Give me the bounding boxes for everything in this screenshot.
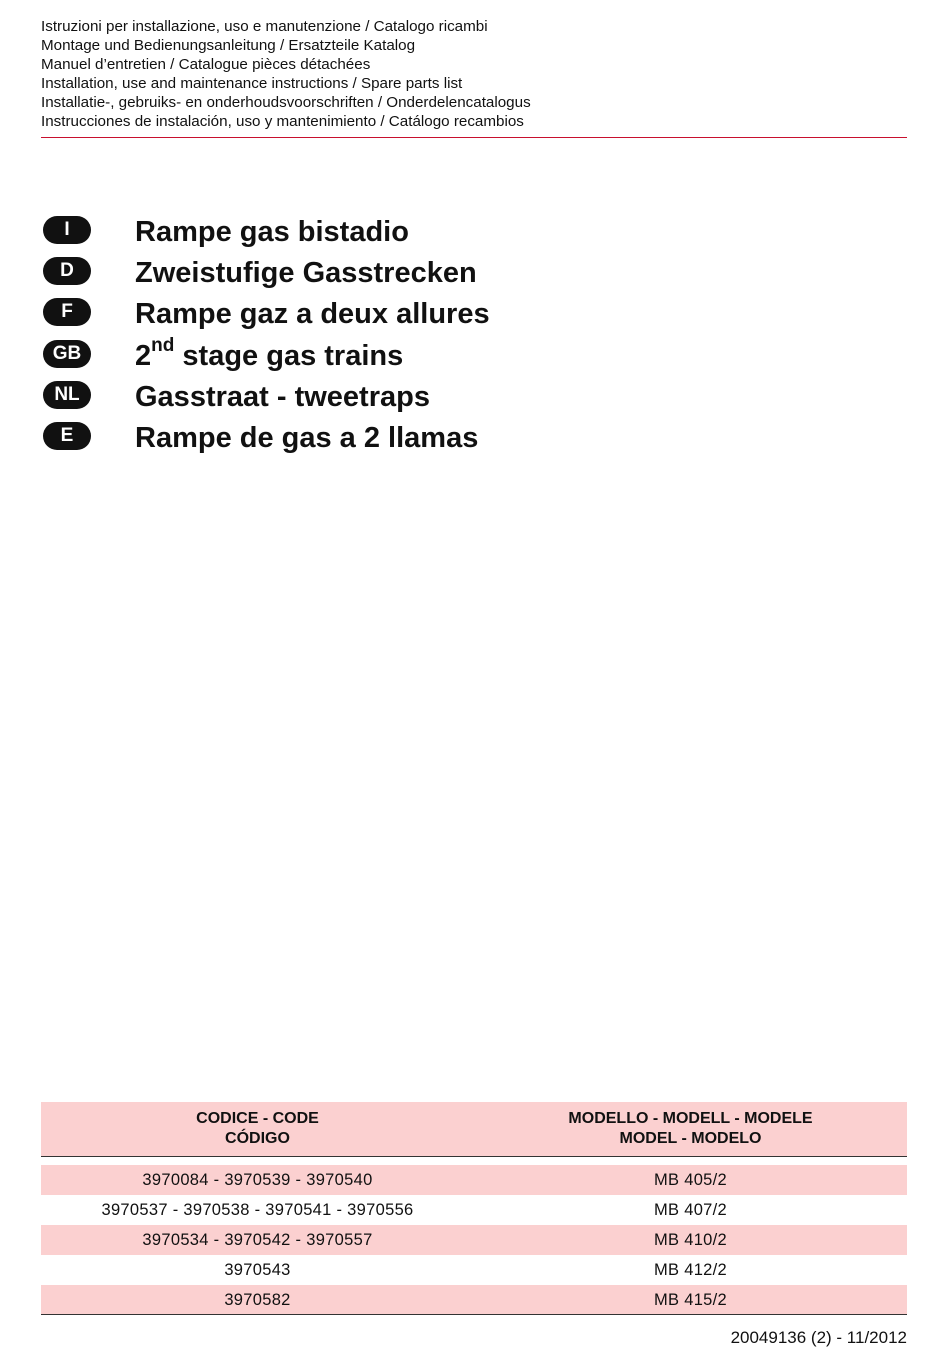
table-row [41, 1165, 907, 1195]
language-badge-i: I [43, 216, 91, 244]
table-row [41, 1195, 907, 1225]
title-row-gb [42, 336, 902, 377]
code-cell: 3970534 - 3970542 - 3970557 [142, 1231, 373, 1249]
model-cell: MB 415/2 [653, 1291, 728, 1309]
title-row-es [42, 418, 902, 459]
title-row-nl [42, 377, 902, 418]
title-de: Zweistufige Gasstrecken [135, 257, 477, 290]
header-line-de: Montage und Bedienungsanleitung / Ersatzteile Katalog [41, 37, 416, 54]
title-it: Rampe gas bistadio [135, 216, 409, 248]
table-row [41, 1285, 907, 1315]
language-badge-nl: NL [43, 381, 91, 409]
title-fr: Rampe gaz a deux allures [135, 298, 490, 331]
table-row [41, 1225, 907, 1255]
title-list [42, 212, 902, 459]
code-header-line1: CODICE - CODE [196, 1110, 319, 1127]
code-cell: 3970543 [224, 1261, 291, 1279]
table-bottom-divider [41, 1314, 907, 1315]
header-line-es: Instrucciones de instalación, uso y mantenimiento / Catálogo recambios [41, 113, 524, 130]
header-line-en: Installation, use and maintenance instructions / Spare parts list [41, 75, 463, 92]
title-es: Rampe de gas a 2 llamas [135, 421, 479, 454]
model-cell: MB 405/2 [653, 1171, 728, 1189]
code-model-table [41, 1102, 907, 1309]
title-gb-ordinal: nd [151, 334, 175, 356]
title-gb-number: 2 [135, 339, 152, 372]
language-badge-gb: GB [43, 340, 91, 368]
title-nl: Gasstraat - tweetraps [135, 380, 430, 413]
table-body [41, 1165, 907, 1315]
header-line-nl: Installatie-, gebruiks- en onderhoudsvoorschriften / Onderdelencatalogus [41, 94, 531, 111]
language-badge-e: E [43, 422, 91, 450]
title-row-fr [42, 294, 902, 335]
model-cell: MB 410/2 [653, 1231, 728, 1249]
model-header-line2: MODEL - MODELO [619, 1130, 762, 1147]
document-number: 20049136 (2) - 11/2012 [730, 1328, 907, 1347]
title-row-it [42, 212, 902, 253]
model-cell: MB 412/2 [653, 1261, 728, 1279]
document-header [41, 17, 907, 131]
code-cell: 3970582 [224, 1291, 291, 1309]
title-gb-text: stage gas trains [174, 339, 404, 372]
model-column-header [474, 1109, 907, 1149]
code-cell: 3970537 - 3970538 - 3970541 - 3970556 [101, 1201, 414, 1219]
language-badge-f: F [43, 298, 91, 326]
title-gb [135, 336, 403, 376]
language-badge-d: D [43, 257, 91, 285]
header-divider [41, 137, 907, 138]
model-header-line1: MODELLO - MODELL - MODELE [568, 1110, 813, 1127]
model-cell: MB 407/2 [653, 1201, 728, 1219]
code-header-line2: CÓDIGO [225, 1130, 290, 1147]
title-row-de [42, 253, 902, 294]
table-header [41, 1102, 907, 1157]
code-column-header [41, 1109, 474, 1149]
code-cell: 3970084 - 3970539 - 3970540 [142, 1171, 373, 1189]
header-line-fr: Manuel d’entretien / Catalogue pièces détachées [41, 56, 371, 73]
header-line-it: Istruzioni per installazione, uso e manutenzione / Catalogo ricambi [41, 18, 488, 35]
table-row [41, 1255, 907, 1285]
